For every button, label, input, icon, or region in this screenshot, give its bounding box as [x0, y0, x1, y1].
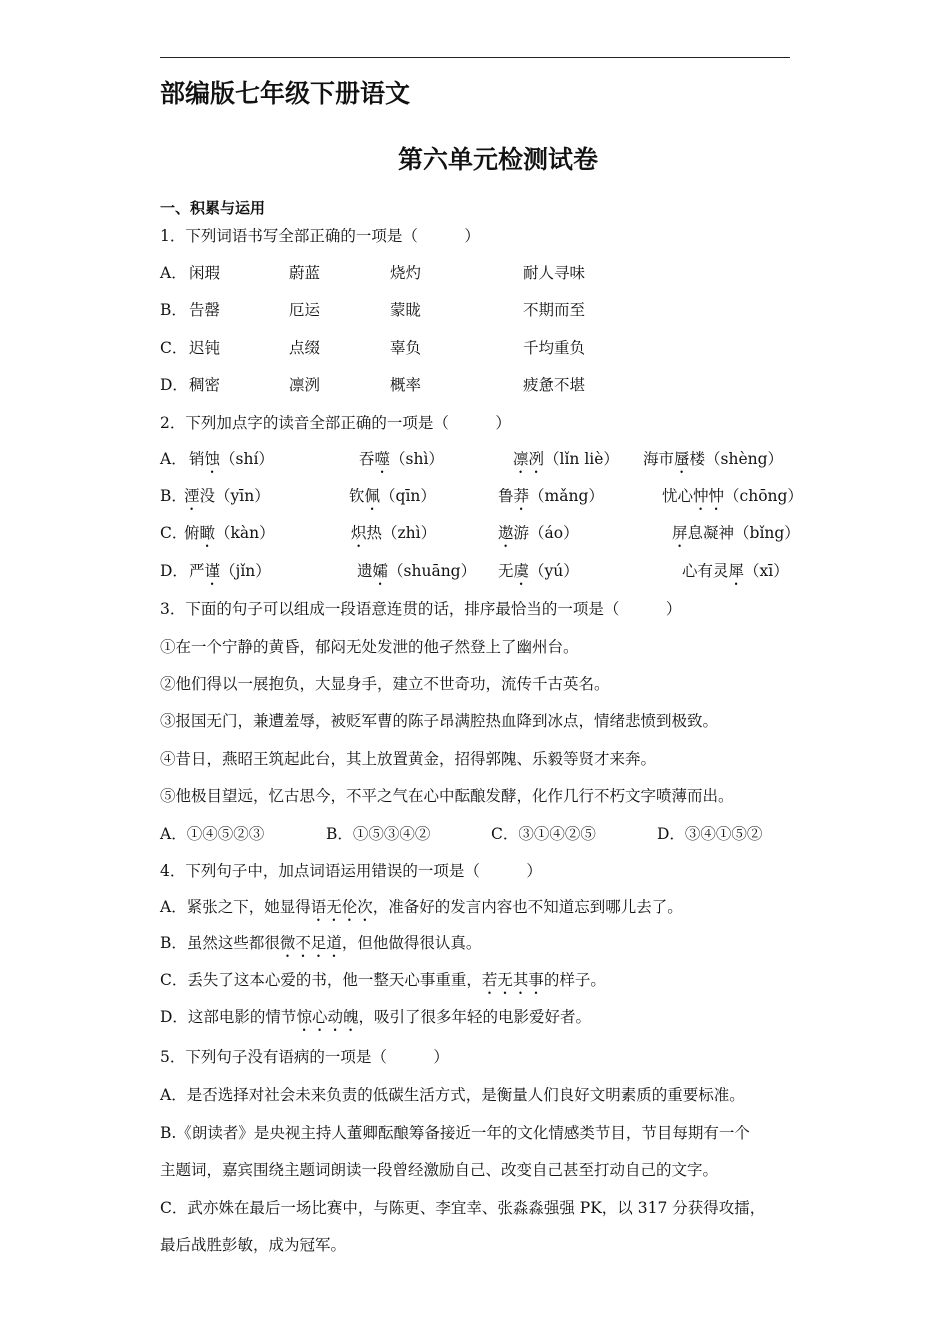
q2-b-item: 忧心忡忡（chōng）: [662, 487, 803, 505]
q5-option-a: A．是否选择对社会未来负责的低碳生活方式，是衡量人们良好文明素质的重要标准。: [160, 1086, 745, 1104]
q2-c-item: 屏息凝神（bǐng）: [672, 524, 800, 542]
document-header: 部编版七年级下册语文: [160, 79, 411, 108]
q5-option-b-line2: 主题词，嘉宾围绕主题词朗读一段曾经激励自己、改变自己甚至打动自己的文字。: [160, 1161, 719, 1179]
q2-b-item: 钦佩（qīn）: [349, 487, 436, 505]
q5-option-c-line1: C．武亦姝在最后一场比赛中，与陈更、李宜幸、张淼淼强强 PK，以 317 分获得攻擂，: [160, 1199, 766, 1217]
q2-c-item: 炽热（zhì）: [351, 524, 437, 542]
q2-d-item: 遗孀（shuāng）: [357, 562, 477, 580]
q2-a-item: 海市蜃楼（shèng）: [643, 450, 784, 468]
q3-sentence-4: ④昔日，燕昭王筑起此台，其上放置黄金，招得郭隗、乐毅等贤才来奔。: [160, 750, 657, 768]
top-rule: [160, 57, 790, 58]
q5-option-b-line1: B.《朗读者》是央视主持人董卿酝酿筹备接近一年的文化情感类节目，节目每期有一个: [160, 1124, 750, 1142]
q5-stem: 5．下列句子没有语病的一项是（ ）: [160, 1048, 449, 1066]
q5-option-c-line2: 最后战胜彭敏，成为冠军。: [160, 1236, 347, 1254]
q2-b-item: 鲁莽（mǎng）: [498, 487, 604, 505]
q3-sentence-3: ③报国无门，兼遭羞辱，被贬军曹的陈子昂满腔热血降到冰点，情绪悲愤到极致。: [160, 712, 719, 730]
q2-a-item: 吞噬（shì）: [359, 450, 444, 468]
q2-a-item: 凛冽（lǐn liè）: [513, 450, 619, 468]
q3-stem: 3．下面的句子可以组成一段语意连贯的话，排序最恰当的一项是（ ）: [160, 600, 682, 618]
q3-sentence-5: ⑤他极目望远，忆古思今，不平之气在心中酝酿发酵，化作几行不朽文字喷薄而出。: [160, 787, 734, 805]
section-heading: 一、积累与运用: [160, 199, 266, 217]
q3-option-b: B．①⑤③④②: [326, 825, 431, 843]
q2-d-item: 严谨（jǐn）: [189, 562, 271, 580]
q2-stem: 2．下列加点字的读音全部正确的一项是（ ）: [160, 414, 511, 432]
q3-option-d: D．③④①⑤②: [657, 825, 763, 843]
q2-d-item: 心有灵犀（xī）: [682, 562, 789, 580]
q4-option-a: A．紧张之下，她显得语无伦次，准备好的发言内容也不知道忘到哪儿去了。: [160, 898, 683, 916]
q1-stem: 1．下列词语书写全部正确的一项是（ ）: [160, 227, 480, 245]
q4-option-c: C．丢失了这本心爱的书，他一整天心事重重，若无其事的样子。: [160, 971, 606, 989]
q2-b-item: 湮没（yīn）: [184, 487, 270, 505]
q3-sentence-2: ②他们得以一展抱负，大显身手，建立不世奇功，流传千古英名。: [160, 675, 610, 693]
q2-c-item: 俯瞰（kàn）: [184, 524, 275, 542]
q3-option-c: C．③①④②⑤: [491, 825, 596, 843]
q2-a-item: 销蚀（shí）: [189, 450, 274, 468]
q2-c-item: 遨游（áo）: [498, 524, 579, 542]
q3-sentence-1: ①在一个宁静的黄昏，郁闷无处发泄的他孑然登上了幽州台。: [160, 638, 579, 656]
q4-option-b: B．虽然这些都很微不足道，但他做得很认真。: [160, 934, 482, 952]
q4-stem: 4．下列句子中，加点词语运用错误的一项是（ ）: [160, 862, 542, 880]
q3-option-a: A．①④⑤②③: [160, 825, 265, 843]
page-title: 第六单元检测试卷: [397, 145, 598, 174]
q4-option-d: D．这部电影的情节惊心动魄，吸引了很多年轻的电影爱好者。: [160, 1008, 591, 1026]
q2-d-item: 无虞（yú）: [498, 562, 579, 580]
